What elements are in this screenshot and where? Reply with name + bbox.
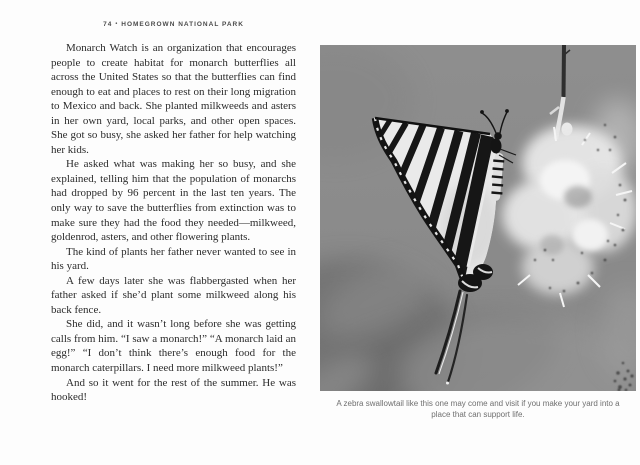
paragraph: She did, and it wasn’t long before she was getting calls from him. “I saw a monarch!” “A monarch laid an egg!” “I don’t think there’s enough food for the monarch caterpillars. I need more milkweed plants!” bbox=[51, 318, 296, 375]
photo-caption: A zebra swallowtail like this one may come and visit if you make your yard into a place that can support life. bbox=[336, 399, 620, 419]
paragraph: A few days later she was flabbergasted when her father asked if she’d plant some milkweed along his back fence. bbox=[51, 274, 296, 316]
paragraph: The kind of plants her father never wanted to see in his yard. bbox=[51, 245, 296, 273]
butterfly-photo-art bbox=[320, 45, 636, 391]
running-head bbox=[51, 21, 296, 28]
zebra-swallowtail-photo bbox=[320, 45, 636, 391]
paragraph: And so it went for the rest of the summer. He was hooked! bbox=[51, 376, 296, 404]
page-number: 74 bbox=[103, 21, 113, 28]
header-separator: • bbox=[115, 21, 119, 27]
paragraph: He asked what was making her so busy, and she explained, telling him that the population of monarchs had dropped by 96 percent in the last ten years. The only way to save the butterflies from extinction was to make sure they had the food they needed—milkweed, goldenrod, asters, and other flowering plants. bbox=[51, 158, 296, 244]
body-text-column bbox=[51, 41, 296, 405]
book-title: HOMEGROWN NATIONAL PARK bbox=[121, 21, 244, 28]
paragraph: Monarch Watch is an organization that encourages people to create habitat for monarch butterflies all across the United States so that the butterflies can find enough to eat and places to rest on their long migration to Mexico and back. She planted milkweeds and asters in her own yard, local parks, and other open spaces. She got so busy, she asked her father for help watching her kids. bbox=[51, 42, 296, 156]
